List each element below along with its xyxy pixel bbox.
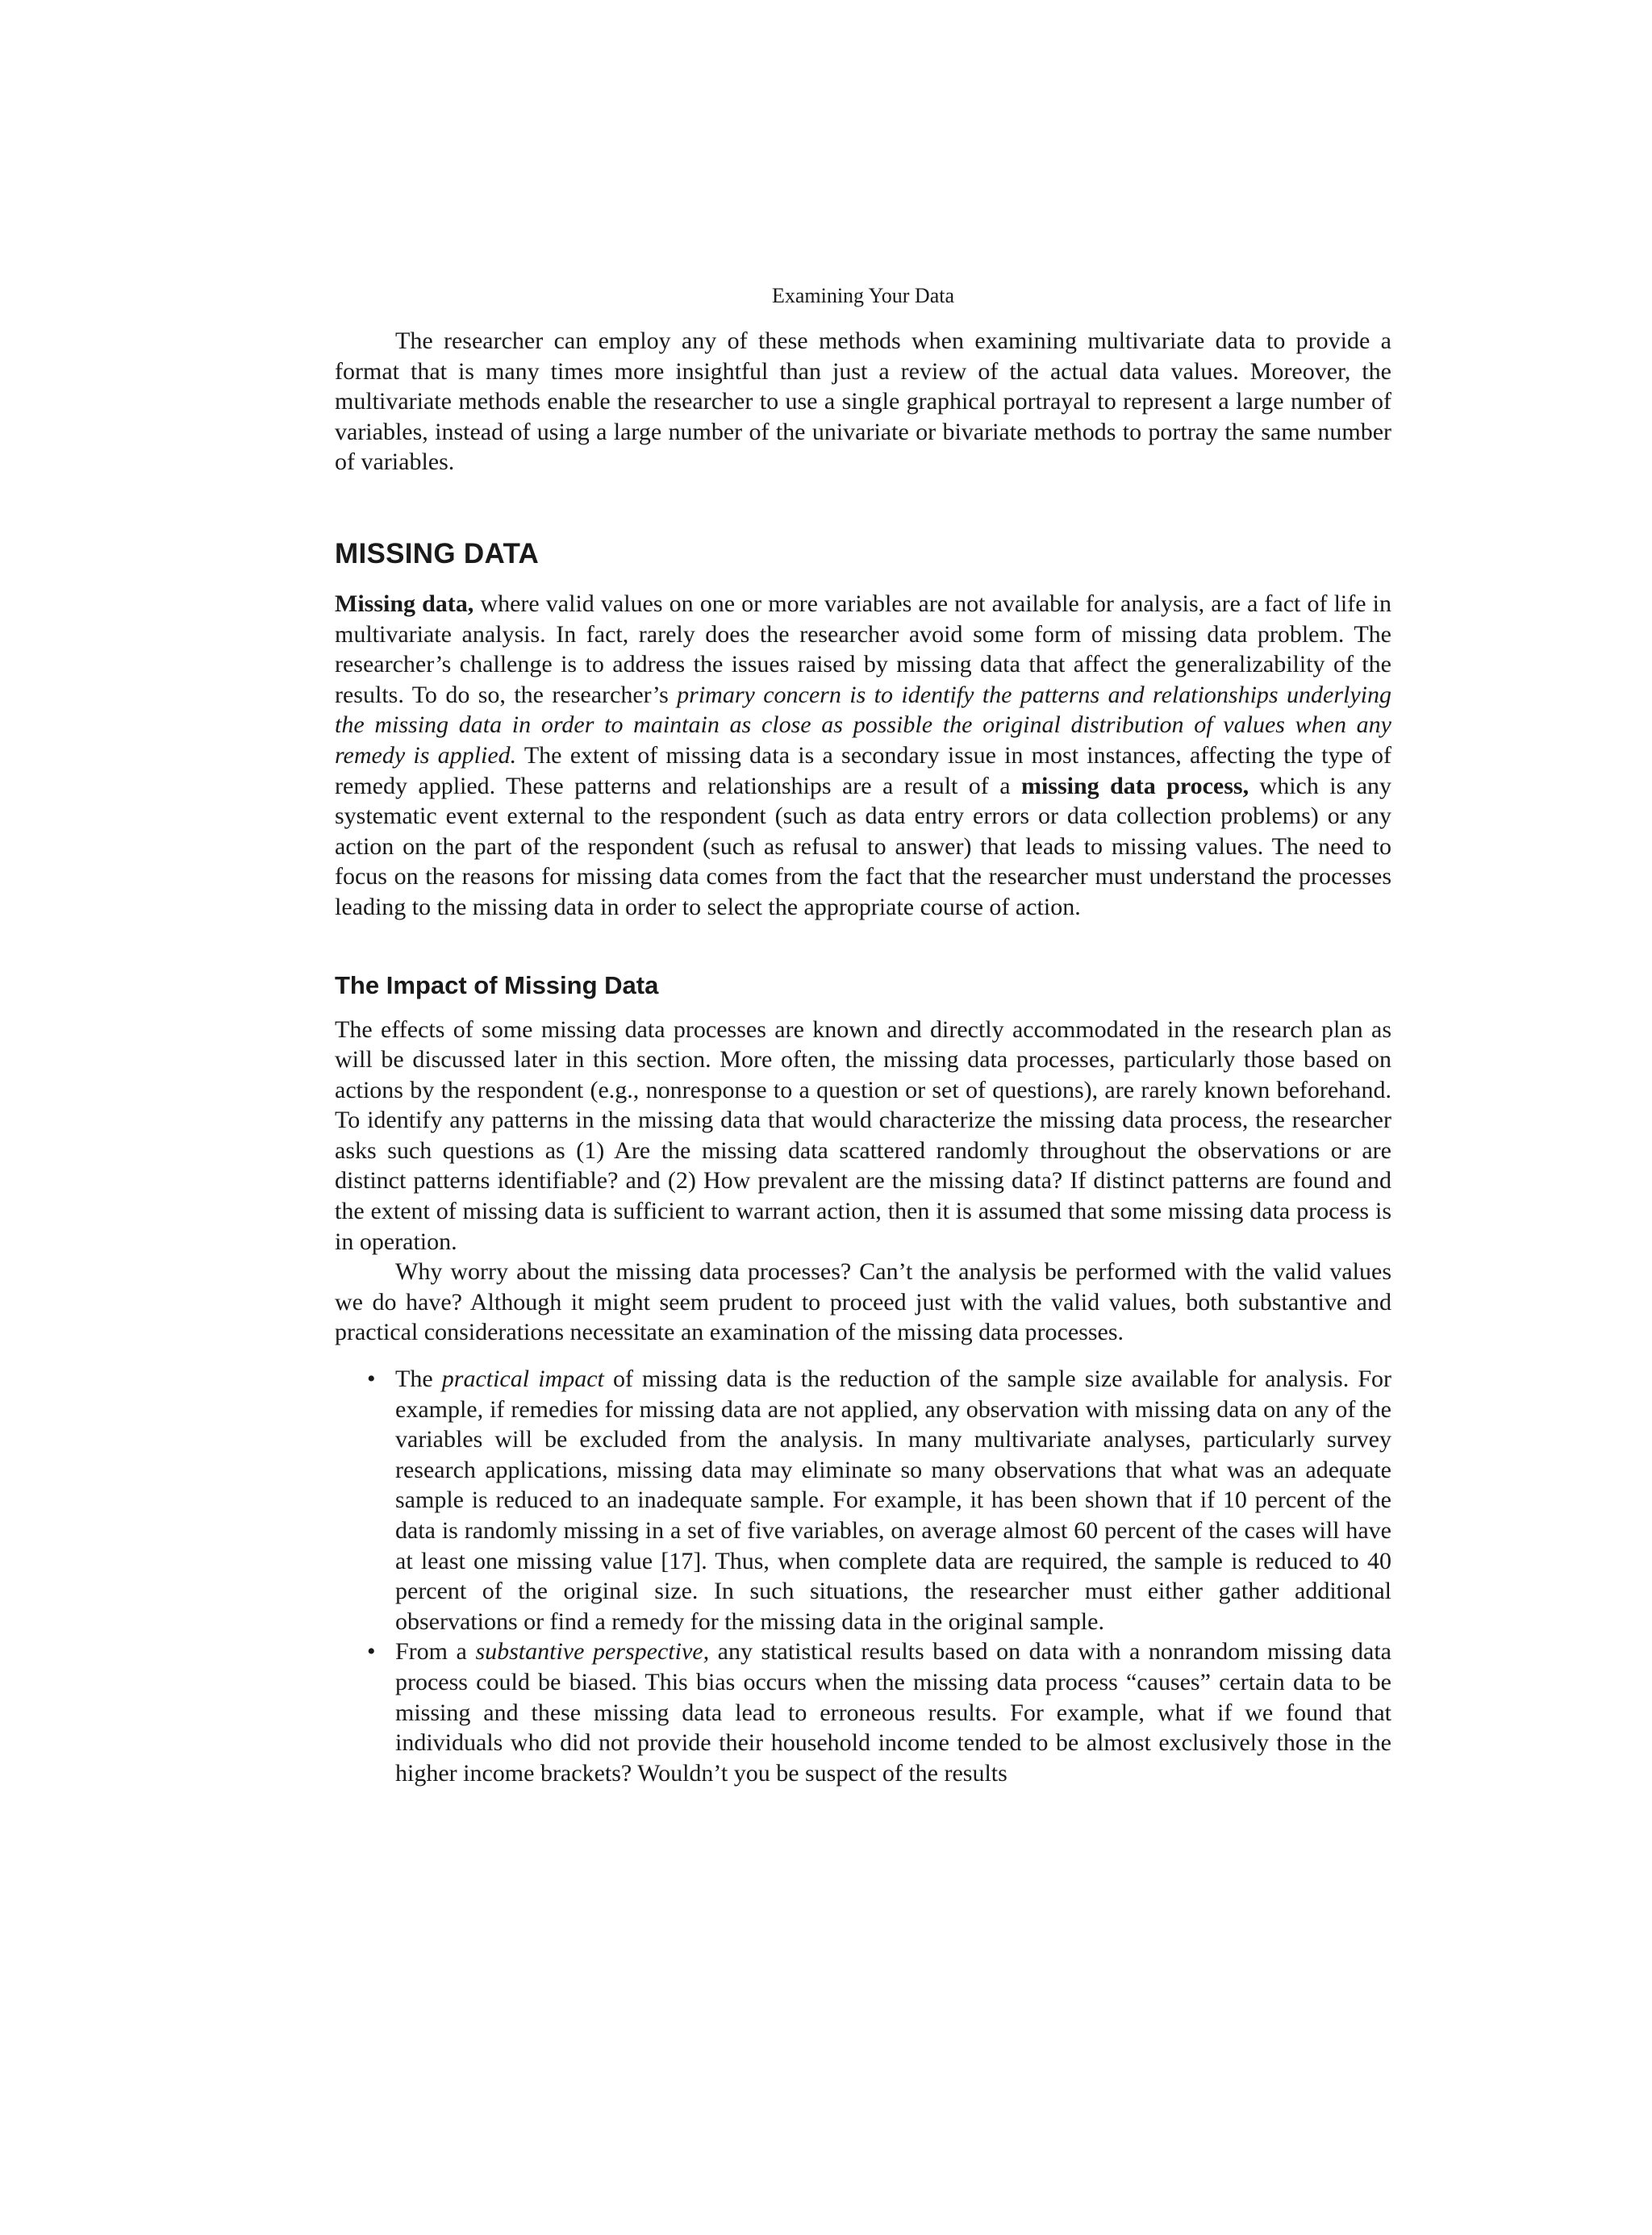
section-title-missing-data: MISSING DATA (335, 537, 540, 569)
bullet-text: of missing data is the reduction of the sample size available for analysis. For example, if remedies for missing data are not applied, any observation with missing data on any of the variables will be excluded from the analysis. In many multivariate analyses, particularly survey research applications, missing data may eliminate so many observations that what was an adequate sample is reduced to an inadequate sample. For example, it has been shown that if 10 percent of the data is randomly missing in a set of five variables, on average almost 60 percent of the cases will have at least one missing value [17]. Thus, when complete data are required, the sample is reduced to 40 percent of the original size. In such situations, the researcher must either gather additional observations or find a remedy for the missing data in the original sample. (395, 1366, 1392, 1635)
term-missing-data-process: missing data process, (1020, 772, 1249, 799)
term-missing-data: Missing data, (335, 590, 474, 617)
paragraph-text: The extent of missing data is a secondary issue in most instances, affecting the type of remedy applied. These patterns and relationships are a result of a (335, 741, 1392, 799)
document-page (335, 284, 1391, 1788)
emphasis-substantive-perspective: substantive perspective, (475, 1638, 710, 1666)
bullet-icon: • (367, 1366, 376, 1393)
emphasis-primary-concern: primary concern is to identify the patterns and relationships underlying the missing data in order to maintain as close as possible the original distribution of values when any remedy is applied. (335, 681, 1391, 769)
bullet-text: The (395, 1366, 442, 1393)
paragraph-text: where valid values on one or more variables are not available for analysis, are a fact of life in multivariate analysis. In fact, rarely does the researcher avoid some form of missing data problem. The researcher’s challenge is to address the issues raised by missing data that affect the generalizability of the results. To do so, the researcher’s (335, 590, 1392, 708)
impact-paragraph-2: Why worry about the missing data processes? Can’t the analysis be performed with the valid values we do have? Although it might seem prudent to proceed just with the valid values, both substantive and practical considerations necessitate an examination of the missing data processes. (335, 1258, 1391, 1346)
missing-data-paragraph (335, 589, 1391, 923)
intro-paragraph: The researcher can employ any of these methods when examining multivariate data to provide a format that is many times more insightful than just a review of the actual data values. Moreover, the multivariate methods enable the researcher to use a single graphical portrayal to represent a large number of variables, instead of using a large number of the univariate or bivariate methods to portray the same number of variables. (335, 327, 1391, 476)
bullet-icon: • (367, 1638, 376, 1666)
emphasis-practical-impact: practical impact (441, 1366, 604, 1393)
paragraph-text: which is any systematic event external to the respondent (such as data entry errors or data collection problems) or any action on the part of the respondent (such as refusal to answer) that leads to missing values. The need to focus on the reasons for missing data comes from the fact that the researcher must understand the processes leading to the missing data in order to select the appropriate course of action. (335, 772, 1392, 920)
subsection-title-impact: The Impact of Missing Data (335, 970, 659, 999)
impact-bullet-list (335, 1364, 1391, 1788)
bullet-text: any statistical results based on data with a nonrandom missing data process could be biased. This bias occurs when the missing data process “causes” certain data to be missing and these missing data lead to erroneous results. For example, what if we found that individuals who did not provide their household income tended to be almost exclusively those in the higher income brackets? Wouldn’t you be suspect of the results (395, 1638, 1391, 1787)
bullet-item-practical-impact (367, 1364, 1392, 1637)
running-head: Examining Your Data (771, 284, 955, 307)
bullet-text: From a (395, 1638, 476, 1666)
impact-paragraph-1: The effects of some missing data processes are known and directly accommodated in the research plan as will be discussed later in this section. More often, the missing data processes, particularly those based on actions by the respondent (e.g., nonresponse to a question or set of questions), are rarely known beforehand. To identify any patterns in the missing data that would characterize the missing data process, the researcher asks such questions as (1) Are the missing data scattered randomly throughout the observations or are distinct patterns identifiable? and (2) How prevalent are the missing data? If distinct patterns are found and the extent of missing data is sufficient to warrant action, then it is assumed that some missing data process is in operation. (335, 1015, 1391, 1255)
bullet-item-substantive-perspective (367, 1637, 1391, 1788)
